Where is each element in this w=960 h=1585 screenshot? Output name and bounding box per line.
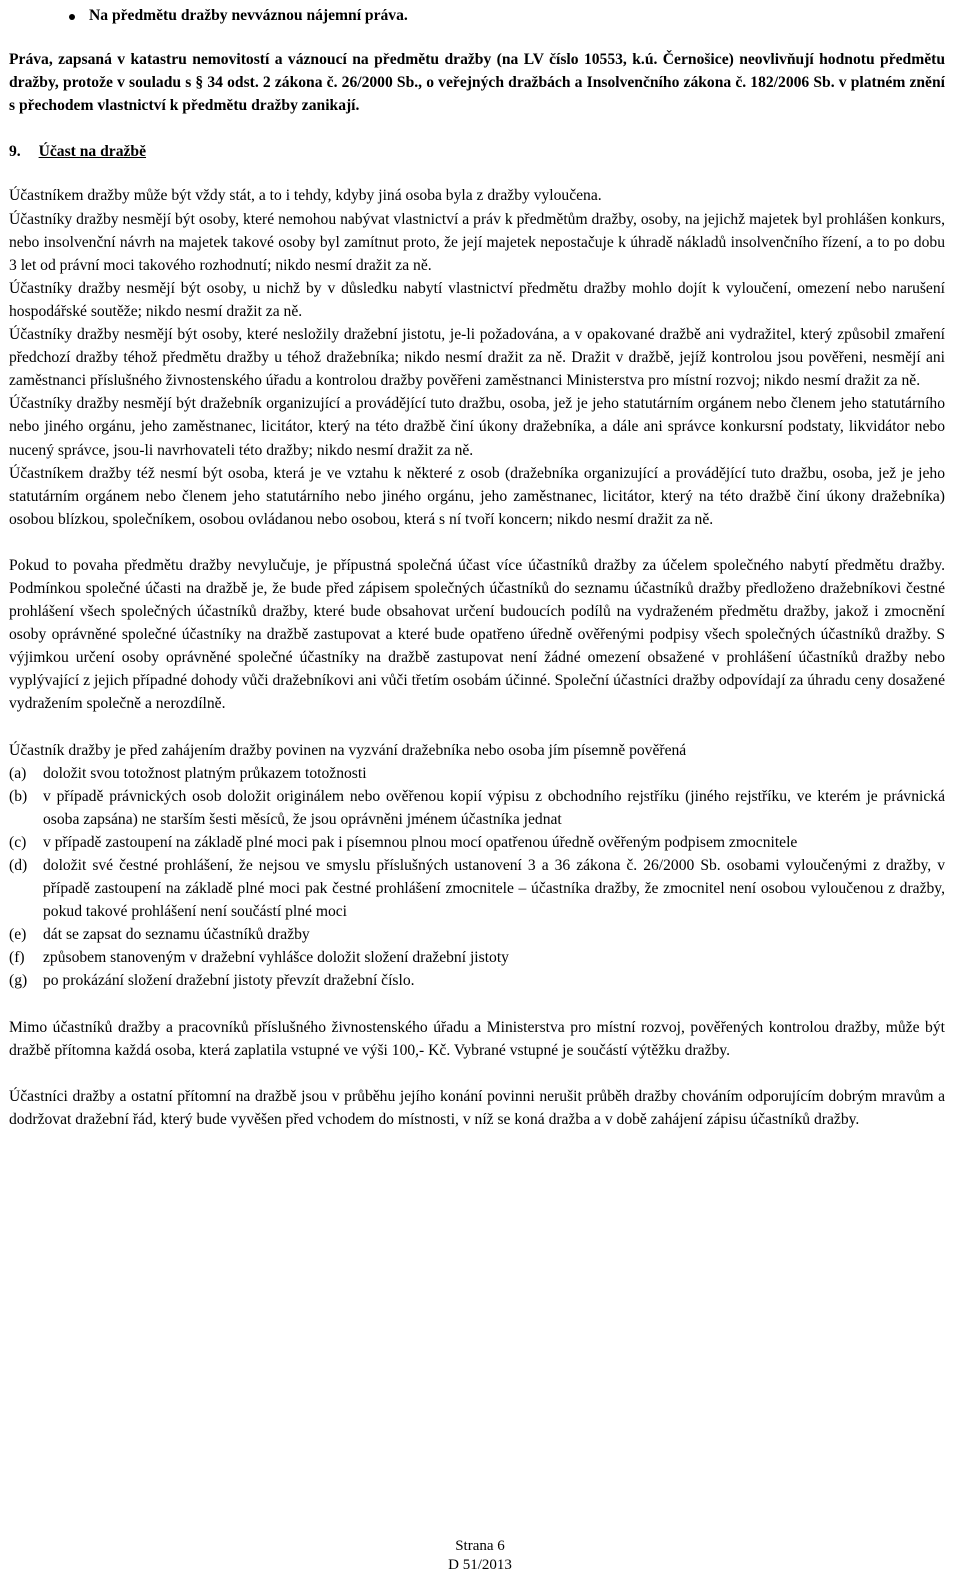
page-number: Strana 6 — [455, 1538, 505, 1554]
bullet-item — [9, 4, 945, 27]
list-item-text: dát se zapsat do seznamu účastníků dražby — [43, 926, 310, 944]
list-item — [9, 831, 945, 854]
list-item — [9, 854, 945, 923]
list-item-label: (f) — [9, 949, 25, 967]
bullet-text: Na předmětu dražby nevváznou nájemní práva. — [89, 7, 408, 24]
list-item — [9, 923, 945, 946]
list-item-text: v případě právnických osob doložit originálem nebo ověřenou kopií výpisu z obchodního rejstříku (jiného rejstříku, ve kterém je právnická osoba zapsána) ne starším šesti měsíců, že jsou oprávněni jménem účastníka jednat — [43, 787, 945, 828]
list-item-label: (a) — [9, 764, 27, 782]
list-item — [9, 969, 945, 992]
list-item-label: (c) — [9, 833, 27, 851]
paragraph-1: Účastníkem dražby může být vždy stát, a to i tehdy, kdyby jiná osoba byla z dražby vyloučena. — [9, 187, 602, 205]
list-item-text: v případě zastoupení na základě plné moci pak i písemnou plnou mocí opatřenou úředně ověřeným podpisem zmocnitele — [43, 833, 798, 851]
section-title: Účast na dražbě — [38, 143, 147, 161]
paragraph-8: Účastník dražby je před zahájením dražby povinen na vyzvání dražebníka nebo osoba jím písemně pověřená — [9, 741, 687, 759]
list-item-label: (b) — [9, 787, 28, 805]
list-item — [9, 785, 945, 831]
list-item — [9, 762, 945, 785]
list-item-text: po prokázání složení dražební jistoty převzít dražební číslo. — [43, 972, 415, 990]
paragraph-9: Mimo účastníků dražby a pracovníků příslušného živnostenského úřadu a Ministerstva pro místní rozvoj, pověřených kontrolou dražby, může být dražbě přítomna každá osoba, která zaplatila vstupné ve výši 100,- Kč. Vybrané vstupné je součástí výtěžku dražby. — [9, 1018, 945, 1059]
intro-paragraph: Práva, zapsaná v katastru nemovitostí a váznoucí na předmětu dražby (na LV číslo 10553, k.ú. Černošice) neovlivňují hodnotu předmětu dražby, protože v souladu s § 34 odst. 2 zákona č. 26/2000 Sb., o veřejných dražbách a Insolvenčního zákona č. 182/2006 Sb. v platném znění s přechodem vlastnictví k předmětu dražby zanikají. — [9, 51, 945, 115]
list-item-text: doložit svou totožnost platným průkazem totožnosti — [43, 764, 367, 782]
paragraph-7: Pokud to povaha předmětu dražby nevylučuje, je přípustná společná účast více účastníků dražby za účelem společného nabytí předmětu dražby. Podmínkou společné účasti na dražbě je, že bude před zápisem společných účastníků do seznamu účastníků dražby předloženo dražebníkovi čestné prohlášení všech společných účastníků dražby, které bude obsahovat určení budoucích podílů na vydraženém předmětu dražby, jakož i zmocnění osoby oprávněné společné účastníky na dražbě zastupovat a které bude opatřeno úředně ověřenými podpisy všech společných účastníků dražby. S výjimkou určení osoby oprávněné společné účastníky na dražbě zastupovat není žádné omezení obsažené v prohlášení účastníků dražby nebo vyplývající z jejich případné dohody vůči dražebníkovi ani vůči třetím osobám účinné. Společní účastníci dražby odpovídají za úhradu ceny dosažené vydražením společně a nerozdílně. — [9, 556, 945, 713]
list-item-label: (e) — [9, 926, 27, 944]
document-reference: D 51/2013 — [448, 1557, 512, 1573]
document-page — [9, 0, 945, 1131]
bullet-icon — [69, 14, 75, 20]
paragraph-5: Účastníky dražby nesmějí být dražebník organizující a provádějící tuto dražbu, osoba, jež je jeho statutárním orgánem nebo členem jeho statutárního nebo jiného orgánu, jeho zaměstnanec, licitátor, který na této dražbě činí úkony dražebníka, a dále ani správce konkursní podstaty, likvidátor nebo nucený správce, jsou-li navrhovateli této dražby; nikdo nesmí dražit za ně. — [9, 395, 945, 459]
page-footer — [0, 1537, 960, 1575]
paragraph-10: Účastníci dražby a ostatní přítomní na dražbě jsou v průběhu jejího konání povinni nerušit průběh dražby chováním odporujícím dobrým mravům a dodržovat dražební řád, který bude vyvěšen před vchodem do místnosti, v níž se koná dražba a v době zahájení zápisu účastníků dražby. — [9, 1087, 945, 1128]
list-item — [9, 946, 945, 969]
list-item-label: (d) — [9, 857, 28, 874]
section-number: 9. — [9, 143, 21, 161]
requirements-list — [9, 762, 945, 993]
paragraph-2: Účastníky dražby nesmějí být osoby, které nemohou nabývat vlastnictví a práv k předmětům dražby, osoby, na jejichž majetek byl prohlášen konkurs, nebo insolvenční návrh na majetek takové osoby byl zamítnut proto, že její majetek nepostačuje k úhradě nákladů insolvenčního řízení, a to po dobu 3 let od právní moci takového rozhodnutí; nikdo nesmí dražit za ně. — [9, 210, 945, 274]
paragraph-4: Účastníky dražby nesmějí být osoby, které nesložily dražební jistotu, je-li požadována, a v opakované dražbě ani vydražitel, který způsobil zmaření předchozí dražby téhož předmětu dražby u téhož dražebníka; nikdo nesmí dražit za ně. Dražit v dražbě, jejíž kontrolou jsou pověřeni, nesmějí ani zaměstnanci příslušného živnostenského úřadu a kontrolou dražby pověřeni zaměstnanci Ministerstva pro místní rozvoj; nikdo nesmí dražit za ně. — [9, 326, 945, 390]
paragraph-6: Účastníkem dražby též nesmí být osoba, která je ve vztahu k některé z osob (dražebníka organizující a provádějící tuto dražbu, osoba, jež je jeho statutárním orgánem nebo členem jeho statutárního nebo jiného orgánu, jeho zaměstnanec, licitátor, který na této dražbě činí úkony dražebníka) osobou blízkou, společníkem, osobou ovládanou nebo osobou, která s ní tvoří koncern; nikdo nesmí dražit za ně. — [9, 464, 945, 528]
paragraph-3: Účastníky dražby nesmějí být osoby, u nichž by v důsledku nabytí vlastnictví předmětu dražby mohlo dojít k vyloučení, omezení nebo narušení hospodářské soutěže; nikdo nesmí dražit za ně. — [9, 279, 945, 320]
list-item-text: doložit své čestné prohlášení, že nejsou ve smyslu příslušných ustanovení 3 a 36 zákona č. 26/2000 Sb. osobami vyloučenými z dražby, v případě zastoupení na základě plné moci pak čestné prohlášení zmocnitele – účastníka dražby, že zmocnitel není osobou vyloučenou z dražby, pokud takové prohlášení není součástí plné moci — [43, 857, 945, 921]
list-item-text: způsobem stanoveným v dražební vyhlášce doložit složení dražební jistoty — [43, 949, 509, 967]
list-item-label: (g) — [9, 972, 28, 990]
section-heading — [9, 140, 945, 163]
